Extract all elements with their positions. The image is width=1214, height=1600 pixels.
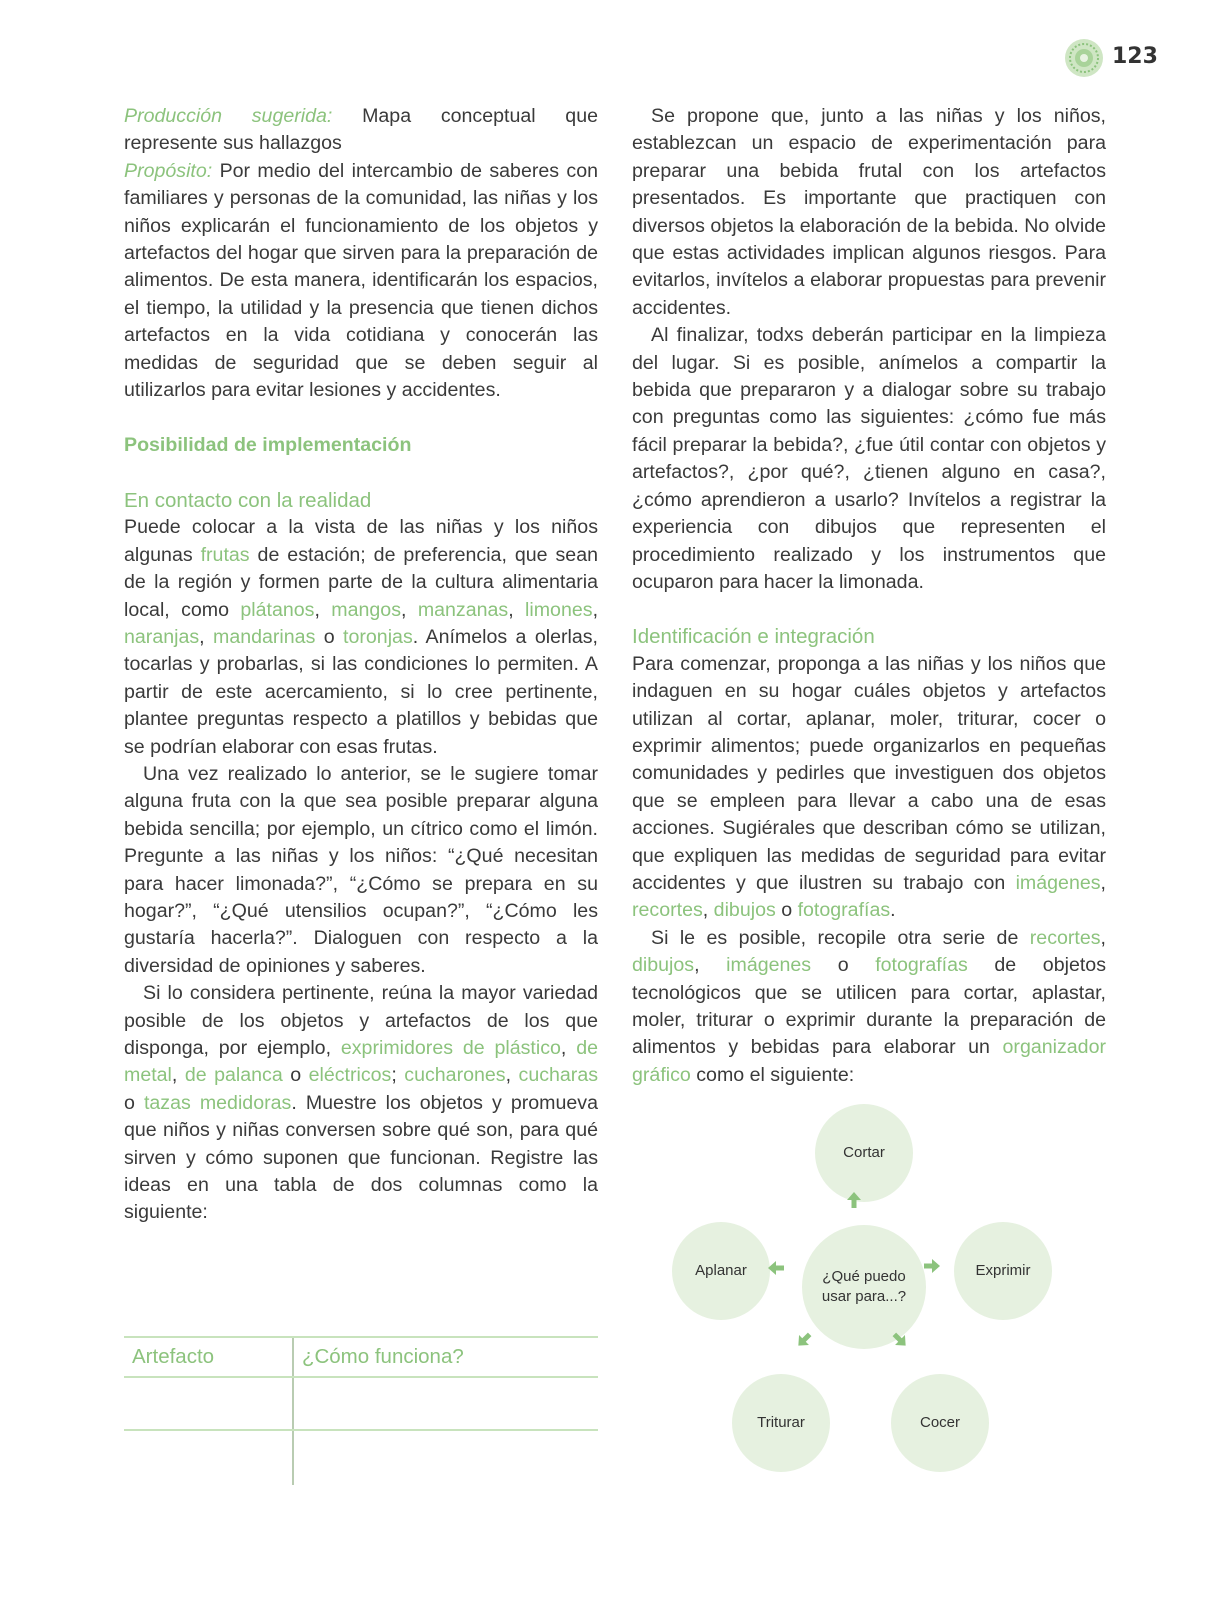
bubble-exprimir: Exprimir [954, 1222, 1052, 1320]
keyword-naranjas: naranjas [124, 625, 200, 648]
text-run: o [811, 954, 876, 977]
text-run: o [775, 899, 798, 922]
keyword-imagenes: imágenes [1015, 871, 1101, 894]
arrow-left-icon [766, 1258, 786, 1278]
table-cell [293, 1377, 598, 1430]
produccion-label: Producción sugerida: [124, 105, 333, 127]
text-run: de objetos tecnológicos que se utilicen para cortar, aplastar, moler, triturar o exprimir durante la preparación de alimentos y bebidas para elaborar un [632, 954, 1106, 1059]
keyword-de-palanca: de palanca [184, 1064, 283, 1087]
text-run: , [314, 598, 332, 621]
table-cell [293, 1430, 598, 1485]
text-run: , [1100, 871, 1106, 894]
keyword-tazas-medidoras: tazas medidoras [143, 1091, 292, 1114]
organizador-paragraph [632, 925, 1106, 1089]
text-run: como el siguiente: [690, 1063, 855, 1086]
text-run: , [694, 954, 727, 977]
text-run: , [171, 1064, 185, 1087]
text-run: . [890, 899, 896, 922]
experimentacion-paragraph: Se propone que, junto a las niñas y los niños, establezcan un espacio de experimentación para preparar una bebida frutal con los artefactos presentados. Es importante que practiquen con diversos objetos la elaboración de la bebida. No olvide que estas actividades implican algunos riesgos. Para evitarlos, invítelos a elaborar propuestas para prevenir accidentes. [632, 105, 1106, 319]
text-run: . Anímelos a olerlas, tocarlas y probarlas, si las condiciones lo permiten. A partir de este acercamiento, si lo cree pertinente, plantee preguntas respecto a platillos y bebidas que se podrían elaborar con esas frutas. [124, 625, 598, 758]
keyword-organizador-grafico: organizador gráfico [632, 1036, 1106, 1086]
text-run: , [592, 598, 599, 621]
artefactos-paragraph [124, 980, 598, 1227]
table-row [124, 1430, 598, 1485]
keyword-platanos: plátanos [240, 598, 315, 621]
keyword-dibujos: dibujos [713, 899, 776, 922]
keyword-recortes: recortes [632, 899, 703, 922]
produccion-text: Mapa conceptual que represente sus hallazgos [124, 105, 599, 155]
right-column [632, 103, 1106, 1089]
artefacto-table [124, 1336, 598, 1485]
arrow-up-icon [844, 1190, 864, 1210]
keyword-cucharas: cucharas [518, 1064, 599, 1087]
contacto-paragraph [124, 514, 598, 761]
table-header-como-funciona: ¿Cómo funciona? [293, 1337, 598, 1377]
keyword-frutas: frutas [200, 543, 250, 566]
keyword-cucharones: cucharones [404, 1064, 506, 1087]
heading-contacto: En contacto con la realidad [124, 488, 372, 512]
text-run: Puede colocar a la vista de las niñas y los niños algunas [124, 516, 598, 566]
heading-posibilidad: Posibilidad de implementación [124, 434, 412, 457]
organizer-diagram [672, 1104, 1072, 1484]
text-run: o [124, 1091, 144, 1114]
proposito-paragraph [124, 158, 598, 405]
keyword-de-metal: de metal [124, 1037, 598, 1087]
bubble-cocer: Cocer [891, 1374, 989, 1472]
bubble-center-question: ¿Qué puedo usar para...? [802, 1225, 926, 1349]
text-run: , [505, 1064, 519, 1087]
text-run: de estación; de preferencia, que sean de la región y formen parte de la cultura alimentaria local, como [124, 543, 598, 621]
indagacion-paragraph [632, 651, 1106, 925]
keyword-recortes: recortes [1029, 926, 1101, 949]
keyword-mangos: mangos [331, 598, 401, 621]
bubble-triturar: Triturar [732, 1374, 830, 1472]
table-row [124, 1377, 598, 1430]
table-header-artefacto: Artefacto [124, 1337, 293, 1377]
table-cell [124, 1430, 293, 1485]
keyword-limones: limones [525, 598, 593, 621]
table-cell [124, 1377, 293, 1430]
keyword-fotografias: fotografías [875, 954, 968, 977]
text-run: , [702, 899, 714, 922]
keyword-dibujos: dibujos [632, 954, 695, 977]
text-run: , [560, 1037, 577, 1059]
keyword-exprimidores: exprimidores de plástico [340, 1037, 561, 1059]
limpieza-paragraph: Al finalizar, todxs deberán participar en la limpieza del lugar. Si es posible, anímelos a compartir la bebida que prepararon y a dialogar sobre su trabajo con preguntas como las siguientes: ¿cómo fue más fácil preparar la bebida?, ¿fue útil contar con objetos y artefactos?, ¿por qué?, ¿tienen alguno en casa?, ¿cómo aprendieron a usarlo? Invítelos a registrar la experiencia con dibujos que representen el procedimiento realizado y los instrumentos que ocuparon para hacer la limonada. [632, 324, 1106, 593]
text-run: o [315, 625, 344, 648]
text-run: Si le es posible, recopile otra serie de [651, 926, 1030, 949]
produccion-paragraph [124, 103, 598, 158]
text-run: ; [391, 1064, 405, 1087]
arrow-right-icon [922, 1256, 942, 1276]
text-run: , [1100, 926, 1106, 949]
proposito-text: Por medio del intercambio de saberes con familiares y personas de la comunidad, las niñas y los niños explicarán el funcionamiento de los objetos y artefactos del hogar que sirven para la preparación de alimentos. De esta manera, identificarán los espacios, el tiempo, la utilidad y la presencia que tienen dichos artefactos en la vida cotidiana y conocerán las medidas de seguridad que se deben seguir al utilizarlos para evitar lesiones y accidentes. [124, 159, 598, 402]
heading-identificacion: Identificación e integración [632, 625, 875, 649]
keyword-electricos: eléctricos [308, 1064, 392, 1087]
keyword-imagenes: imágenes [726, 954, 812, 977]
page-number: 123 [1112, 44, 1158, 69]
text-run: Para comenzar, proponga a las niñas y los niños que indaguen en su hogar cuáles objetos y artefactos utilizan al cortar, aplanar, moler, triturar, cocer o exprimir alimentos; puede organizarlos en pequeñas comunidades y pedirles que investiguen dos objetos que se empleen para llevar a cabo una de esas acciones. Sugiérales que describan cómo se utilizan, que expliquen las medidas de seguridad para evitar accidentes y que ilustren su trabajo con [632, 652, 1106, 894]
text-run: . Muestre los objetos y promueva que niños y niñas conversen sobre qué son, para qué sirven y cómo suponen que funcionan. Registre las ideas en una tabla de dos columnas como la siguiente: [124, 1091, 598, 1224]
text-run: , [199, 625, 213, 648]
text-run: Si lo considera pertinente, reúna la mayor variedad posible de los objetos y artefactos de los que disponga, por ejemplo, [124, 982, 598, 1059]
keyword-manzanas: manzanas [417, 598, 509, 621]
text-run: , [401, 598, 418, 621]
proposito-label: Propósito: [124, 159, 213, 182]
left-column [124, 103, 598, 1227]
keyword-toronjas: toronjas [343, 625, 413, 648]
sun-emblem-icon [1064, 38, 1104, 78]
bubble-cortar: Cortar [815, 1104, 913, 1202]
keyword-fotografias: fotografías [797, 899, 891, 922]
arrow-down-left-icon [790, 1326, 818, 1354]
keyword-mandarinas: mandarinas [213, 625, 316, 648]
text-run: o [282, 1064, 309, 1087]
table-header-row [124, 1337, 598, 1377]
text-run: , [508, 598, 526, 621]
limonada-paragraph: Una vez realizado lo anterior, se le sugiere tomar alguna fruta con la que sea posible preparar alguna bebida sencilla; por ejemplo, un cítrico como el limón. Pregunte a las niñas y los niños: “¿Qué necesitan para hacer limonada?”, “¿Cómo se prepara en su hogar?”, “¿Qué utensilios ocupan?”, “¿Cómo les gustaría hacerla?”. Dialoguen con respecto a la diversidad de opiniones y saberes. [124, 762, 598, 977]
bubble-aplanar: Aplanar [672, 1222, 770, 1320]
